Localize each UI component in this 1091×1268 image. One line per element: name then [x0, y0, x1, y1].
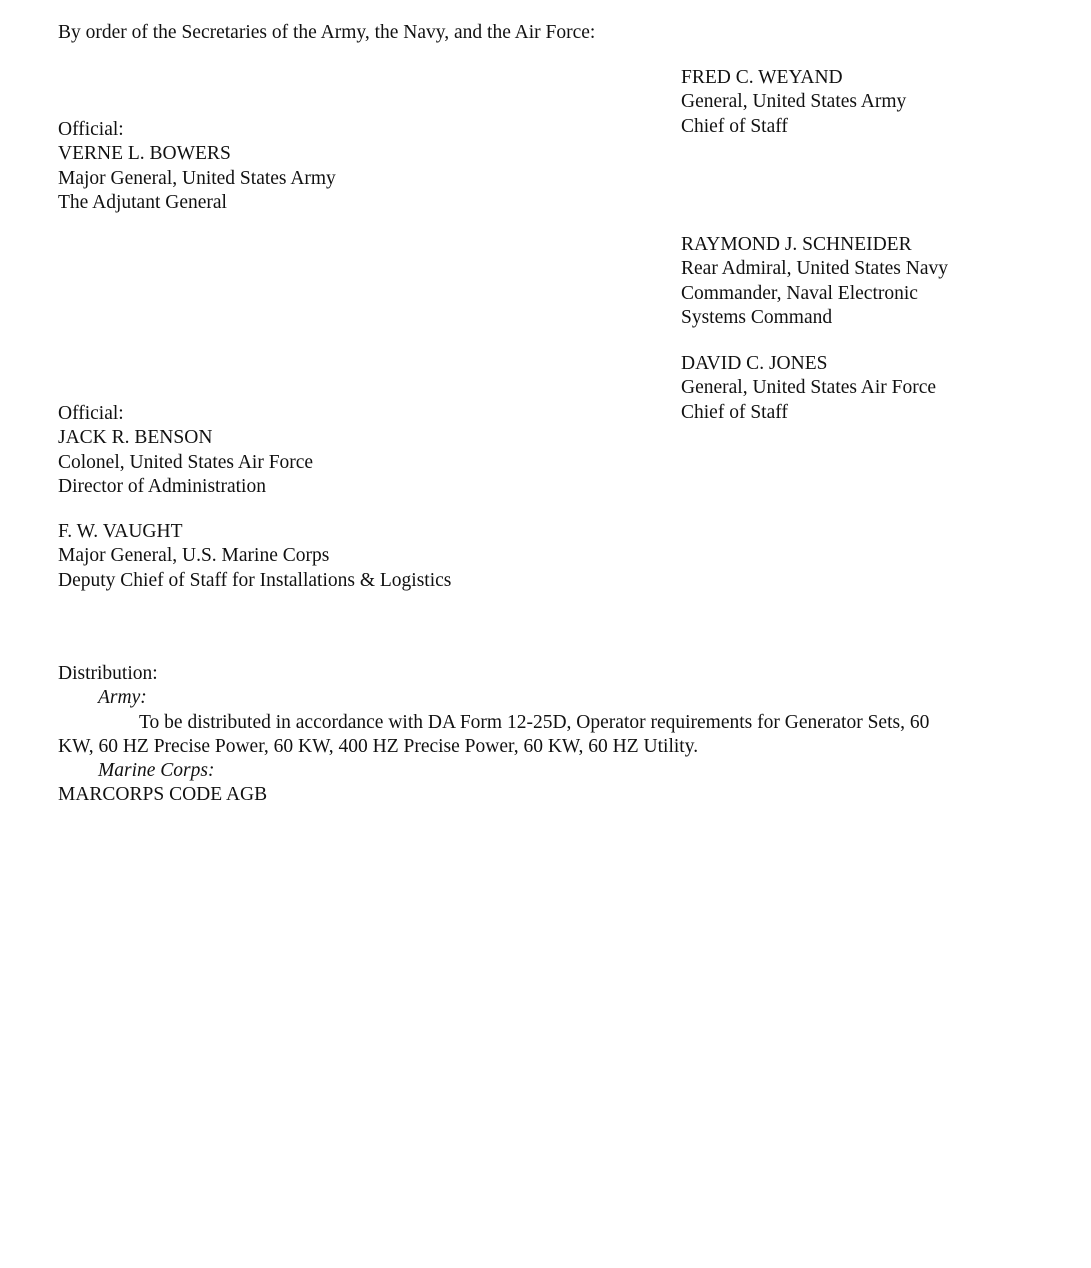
signer-title-line1: Commander, Naval Electronic [681, 282, 918, 304]
official-name: JACK R. BENSON [58, 427, 213, 449]
order-line: By order of the Secretaries of the Army, the Navy, and the Air Force: [58, 22, 596, 43]
signer-rank: General, United States Army [681, 91, 907, 113]
official-rank: Colonel, United States Air Force [58, 451, 314, 473]
signer-name: FRED C. WEYAND [681, 67, 843, 88]
official-block-army [58, 118, 336, 215]
official-name: VERNE L. BOWERS [58, 143, 231, 165]
signer-name: DAVID C. JONES [681, 353, 828, 374]
signature-block-army-chief [681, 66, 906, 139]
signer-title-line2: Systems Command [681, 306, 833, 328]
distribution-marine-label: Marine Corps: [98, 760, 215, 782]
signer-title: Chief of Staff [681, 115, 788, 137]
distribution-army-label: Army: [98, 687, 147, 709]
distribution-section [58, 662, 929, 808]
distribution-marine-code: MARCORPS CODE AGB [58, 784, 268, 806]
signer-name: RAYMOND J. SCHNEIDER [681, 234, 912, 255]
signer-title: Chief of Staff [681, 401, 788, 423]
distribution-heading: Distribution: [58, 663, 158, 684]
signer-rank: General, United States Air Force [681, 377, 937, 399]
official-title: The Adjutant General [58, 191, 227, 213]
signature-block-marine-corps [58, 520, 451, 593]
official-title: Director of Administration [58, 475, 266, 497]
signature-block-navy [681, 233, 948, 330]
distribution-army-text-line2: KW, 60 HZ Precise Power, 60 KW, 400 HZ Precise Power, 60 KW, 60 HZ Utility. [58, 735, 699, 757]
signature-block-air-force-chief [681, 352, 936, 425]
official-rank: Major General, United States Army [58, 167, 336, 189]
signer-rank: Rear Admiral, United States Navy [681, 258, 948, 280]
distribution-army-text-line1: To be distributed in accordance with DA Form 12-25D, Operator requirements for Generator Sets, 60 [139, 711, 930, 733]
official-label: Official: [58, 119, 124, 140]
signer-name: F. W. VAUGHT [58, 521, 183, 542]
official-label: Official: [58, 403, 124, 424]
signer-title: Deputy Chief of Staff for Installations & Logistics [58, 569, 452, 591]
official-block-air-force [58, 402, 313, 499]
signer-rank: Major General, U.S. Marine Corps [58, 545, 330, 567]
